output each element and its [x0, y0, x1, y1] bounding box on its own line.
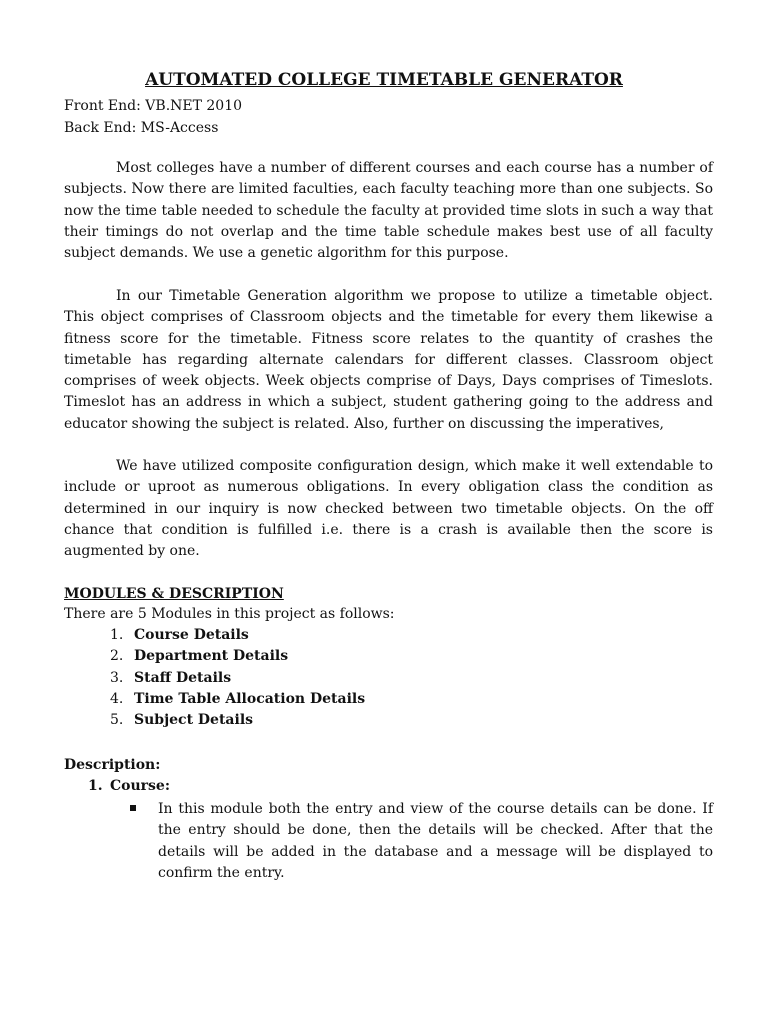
- module-label: Course Details: [134, 627, 249, 643]
- module-label: Department Details: [134, 648, 289, 665]
- module-label: Staff Details: [134, 669, 232, 686]
- module-item: [110, 689, 365, 710]
- intro-paragraph: Most colleges have a number of different courses and each course has a number of subjects. Now there are limited faculties, each faculty teaching more than one subjects. So now the time table needed to schedule the faculty at provided time slots in such a way that their timings do not overlap and the time table schedule makes best use of all faculty subject demands. We use a genetic algorithm for this purpose.: [64, 160, 713, 262]
- module-item: [110, 625, 365, 646]
- modules-heading: MODULES & DESCRIPTION: [64, 586, 284, 602]
- section-number: 1.: [88, 778, 103, 794]
- module-number: 5.: [110, 712, 124, 729]
- module-item: [110, 668, 365, 689]
- module-number: 1.: [110, 627, 124, 643]
- front-end-line: Front End: VB.NET 2010: [64, 98, 243, 114]
- document-title: AUTOMATED COLLEGE TIMETABLE GENERATOR: [145, 70, 623, 90]
- section-label: Course:: [110, 778, 170, 794]
- module-label: Subject Details: [134, 712, 254, 729]
- module-item: [110, 710, 365, 731]
- module-number: 4.: [110, 690, 124, 707]
- modules-list: [110, 625, 365, 731]
- module-item: [110, 646, 365, 667]
- algorithm-paragraph: In our Timetable Generation algorithm we propose to utilize a timetable object. This object comprises of Classroom objects and the timetable for every them likewise a fitness score for the timetable. Fitness score relates to the quantity of crashes the timetable has regarding alternate calendars for different classes. Classroom object comprises of week objects. Week objects comprise of Days, Days comprises of Timeslots. Timeslot has an address in which a subject, student gathering going to the address and educator showing the subject is related. Also, further on discussing the imperatives,: [64, 288, 713, 432]
- module-label: Time Table Allocation Details: [134, 690, 366, 707]
- course-section-heading: [88, 776, 170, 797]
- back-end-line: Back End: MS-Access: [64, 120, 219, 136]
- module-number: 3.: [110, 669, 124, 686]
- description-heading: Description:: [64, 757, 161, 773]
- module-number: 2.: [110, 648, 124, 665]
- tech-stack: [64, 95, 242, 139]
- design-paragraph: We have utilized composite configuration design, which make it well extendable to include or uproot as numerous obligations. In every obligation class the condition as determined in our inquiry is now checked between two timetable objects. On the off chance that condition is fulfilled i.e. there is a crash is available then the score is augmented by one.: [64, 458, 713, 560]
- square-bullet-icon: [130, 805, 136, 811]
- modules-intro: There are 5 Modules in this project as follows:: [64, 606, 395, 622]
- course-bullet-text: In this module both the entry and view of the course details can be done. If the entry should be done, then the details will be checked. After that the details will be added in the database and a message will be displayed to confirm the entry.: [158, 801, 713, 881]
